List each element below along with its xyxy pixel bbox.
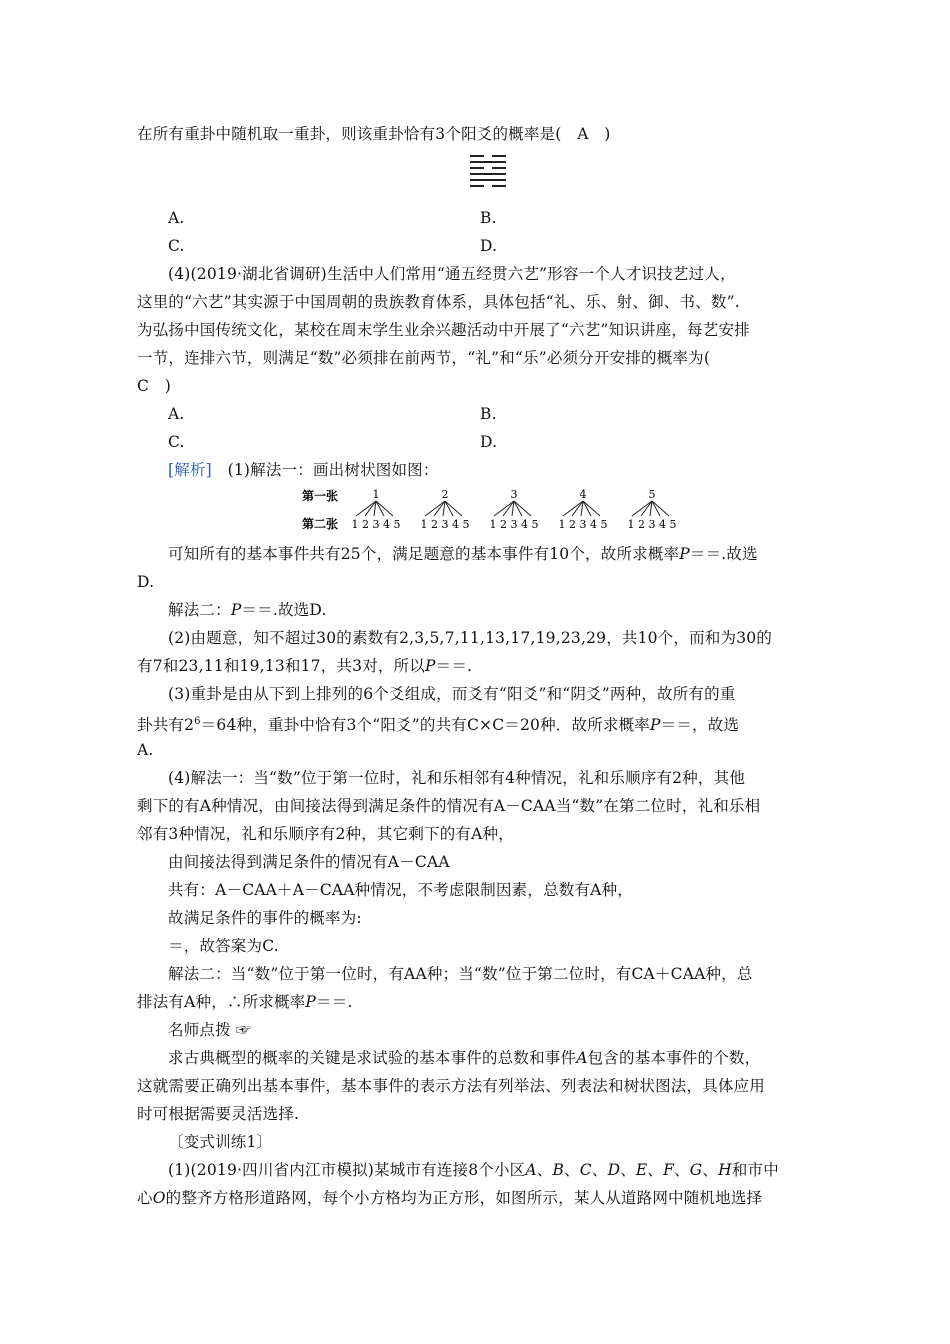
option-d: D.	[480, 237, 498, 255]
tree-second-cards: 1 2 3 4 5	[558, 518, 608, 531]
s1-line: 可知所有的基本事件共有25个，满足题意的基本事件有10个，故所求概率P＝＝.故选	[168, 545, 758, 563]
tree-second-cards: 1 2 3 4 5	[627, 518, 677, 531]
s5-line-4: 由间接法得到满足条件的情况有A－CAA	[168, 853, 450, 871]
s4-line-2: 卦共有$2^6=64$种，重卦中恰有3个“阳爻”的共有C×C＝20种．故所求概率P＝＝，故选	[137, 716, 740, 735]
s3-line-2: 有7和23,11和19,13和17，共3对，所以P＝＝.	[137, 657, 473, 675]
s4-line-1: (3)重卦是由从下到上排列的6个爻组成，而爻有“阳爻”和“阴爻”两种，故所有的重	[168, 685, 736, 703]
q4-line-5: C )	[137, 377, 172, 395]
tip-line-3: 时可根据需要灵活选择.	[137, 1105, 300, 1123]
option-b: B.	[480, 209, 497, 227]
tree-second-cards: 1 2 3 4 5	[489, 518, 539, 531]
q4-line-3: 为弘扬中国传统文化，某校在周末学生业余兴趣活动中开展了“六艺”知识讲座，每艺安排	[137, 321, 750, 339]
option-c-2: C.	[168, 433, 185, 451]
s3-line-1: (2)由题意，知不超过30的素数有2,3,5,7,11,13,17,19,23,29，共10个，而和为30的	[168, 629, 773, 647]
tree-first-card: 1	[372, 488, 380, 501]
option-a: A.	[168, 209, 185, 227]
tree-branch	[563, 501, 583, 516]
s1-line-2: D.	[137, 573, 155, 591]
tree-branch	[445, 501, 453, 516]
tree-first-card: 4	[579, 488, 587, 501]
s5-line-3: 邻有3种情况，礼和乐顺序有2种，其它剩下的有A种，	[137, 825, 514, 843]
q4-line-4: 一节，连排六节，则满足“数”必须排在前两节，“礼”和“乐”必须分开安排的概率为(	[137, 349, 711, 367]
tree-branch	[583, 501, 591, 516]
tree-branch	[425, 501, 445, 516]
s5-line-5: 共有：A－CAA＋A－CAA种情况，不考虑限制因素，总数有A种，	[168, 881, 633, 899]
tree-second-cards: 1 2 3 4 5	[420, 518, 470, 531]
tree-branch	[583, 501, 600, 516]
q4-line-2: 这里的“六艺”其实源于中国周朝的贵族教育体系，具体包括“礼、乐、射、御、书、数”.	[137, 293, 740, 311]
q4-line-1: (4)(2019·湖北省调研)生活中人们常用“通五经贯六艺”形容一个人才识技艺过人，	[168, 265, 736, 283]
tip-line-2: 这就需要正确列出基本事件，基本事件的表示方法有列举法、列表法和树状图法，具体应用	[137, 1077, 766, 1095]
tree-row2-label: 第二张	[302, 517, 339, 531]
s6-line-1: 解法二：当“数”位于第一位时，有AA种；当“数”位于第二位时，有CA＋CAA种，总	[168, 965, 753, 983]
jiexi-tag: [解析]	[168, 461, 212, 479]
s4-line-3: A.	[137, 741, 154, 759]
s6-line-2: 排法有A种，∴所求概率P＝＝.	[137, 993, 353, 1011]
s5-line-7: ＝，故答案为C.	[168, 937, 279, 955]
option-a-2: A.	[168, 405, 185, 423]
option-c: C.	[168, 237, 185, 255]
tree-row1-label: 第一张	[302, 489, 339, 503]
tree-first-card: 3	[510, 488, 518, 501]
option-b-2: B.	[480, 405, 497, 423]
tip-line-1: 求古典概型的概率的关键是求试验的基本事件的总数和事件A包含的基本事件的个数，	[168, 1049, 761, 1067]
tree-branch	[494, 501, 514, 516]
tree-branch	[514, 501, 531, 516]
tree-second-cards: 1 2 3 4 5	[351, 518, 401, 531]
s5-line-6: 故满足条件的事件的概率为:	[168, 909, 362, 927]
tip-title: 名师点拨 ☞	[168, 1021, 252, 1039]
jiexi-text: (1)解法一：画出树状图如图：	[211, 461, 439, 479]
s5-line-1: (4)解法一：当“数”位于第一位时，礼和乐相邻有4种情况，礼和乐顺序有2种，其他	[168, 769, 746, 787]
variant-heading: 〔变式训练1〕	[168, 1133, 273, 1151]
s2-line: 解法二：P＝＝.故选D.	[168, 601, 327, 619]
variant-line-2: 心O的整齐方格形道路网，每个小方格均为正方形，如图所示，某人从道路网中随机地选择	[137, 1189, 763, 1207]
tree-branch	[445, 501, 462, 516]
option-d-2: D.	[480, 433, 498, 451]
variant-line-1: (1)(2019·四川省内江市模拟)某城市有连接8个小区A、B、C、D、E、F、G、H和市中	[168, 1161, 779, 1179]
tree-branch	[514, 501, 522, 516]
solution-heading	[168, 460, 439, 480]
tree-branch	[376, 501, 384, 516]
tree-branch	[652, 501, 660, 516]
tree-branch	[652, 501, 669, 516]
hexagram-figure	[470, 152, 520, 190]
s5-line-2: 剩下的有A种情况，由间接法得到满足条件的情况有A－CAA当“数”在第二位时，礼和乐相	[137, 797, 761, 815]
tree-branch	[632, 501, 652, 516]
question-line: 在所有重卦中随机取一重卦，则该重卦恰有3个阳爻的概率是( A )	[137, 125, 611, 143]
tree-first-card: 2	[441, 488, 449, 501]
tree-first-card: 5	[648, 488, 656, 501]
tree-branch	[376, 501, 393, 516]
tree-diagram	[302, 486, 692, 532]
tree-branch	[356, 501, 376, 516]
